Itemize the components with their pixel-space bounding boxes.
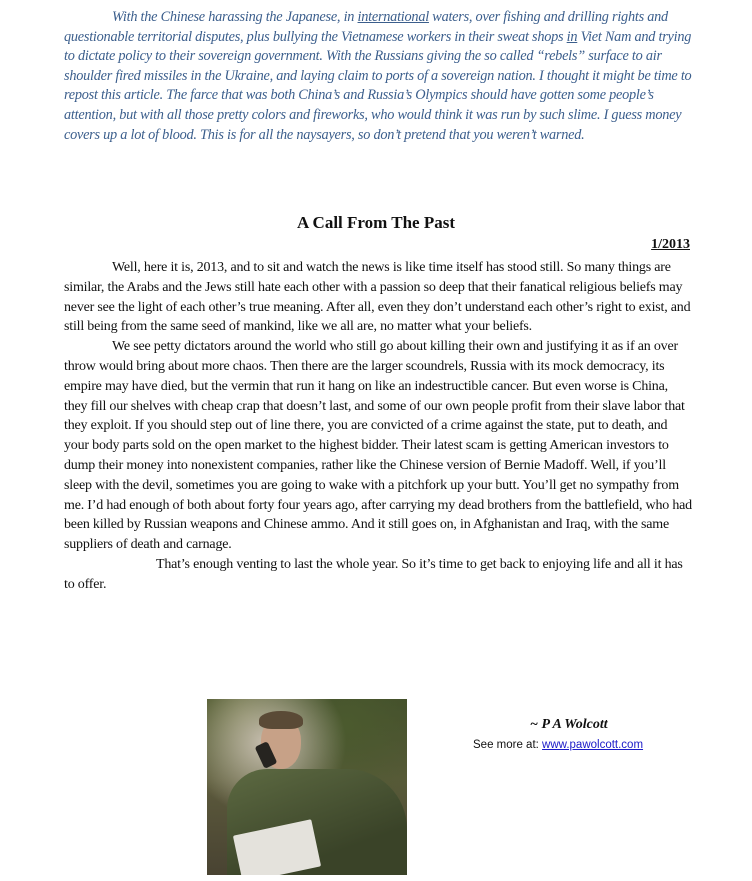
author-photo: [207, 699, 407, 875]
intro-paragraph: [64, 8, 694, 145]
author-signature: ~ P A Wolcott: [530, 717, 608, 732]
article-paragraph-3: That’s enough venting to last the whole year. So it’s time to get back to enjoying life and all it has to offer.: [64, 556, 683, 592]
website-link[interactable]: www.pawolcott.com: [542, 739, 644, 751]
photo-hair: [259, 711, 303, 729]
article-title: A Call From The Past: [296, 213, 456, 232]
article-body: [64, 258, 694, 595]
article-date: 1/2013: [651, 237, 690, 252]
intro-text-1: With the Chinese harassing the Japanese, in: [112, 9, 358, 25]
article-paragraph-2: We see petty dictators around the world who still go about killing their own and justifying it as if an over throw would bring about more chaos. Then there are the larger scoundrels, Russia with its mock democracy, its empire may have died, but the vermin that run it hang on like an indestructible cancer. But even worse is China, they fill our shelves with cheap crap that doesn’t last, and some of our own people profit from their slave labor that they exploit. If you should step out of line there, you are convicted of a crime against the state, put to death, and your body parts sold on the open market to the highest bidder. Their latest scam is getting American investors to dump their money into nonexistent companies, rather like the Chinese version of Bernie Madoff. Well, if you’ll sleep with the devil, sometimes you are going to wake with a pitchfork up your butt. You’ll get no sympathy from me. I’d had enough of both about forty four years ago, after carrying my dead brothers from the battlefield, who had been killed by Russian weapons and Chinese ammo. And it still goes on, in Afghanistan and Iraq, with the same suppliers of death and carnage.: [64, 339, 692, 553]
see-more-line: [473, 739, 643, 751]
intro-text-2: waters, over fishing and drilling rights and questionable territorial disputes, plus bullying the Vietnamese workers in their sweat shops: [64, 9, 668, 45]
intro-underlined-in: in: [566, 28, 578, 45]
see-more-label: See more at:: [473, 739, 539, 751]
intro-text-3: Viet Nam and trying to dictate policy to their sovereign government. With the Russians giving the so called “rebels” surface to air shoulder fired missiles in the Ukraine, and laying claim to ports of a sovereign nation. I thought it might be time to repost this article. The farce that was both China’s and Russia’s Olympics should have gotten some people’s attention, but with all those pretty colors and fireworks, who would think it was run by such slime. I guess money covers up a lot of blood. This is for all the naysayers, so don’t pretend that you weren’t warned.: [64, 28, 692, 143]
intro-underlined-international: international: [357, 9, 429, 25]
article-paragraph-1: Well, here it is, 2013, and to sit and watch the news is like time itself has stood still. So many things are similar, the Arabs and the Jews still hate each other with a passion so deep that their fanatical religious beliefs may never see the light of each other’s true meaning. After all, even they don’t understand each other’s right to exist, and still being from the same seed of mankind, like we all are, no matter what your beliefs.: [64, 260, 691, 335]
